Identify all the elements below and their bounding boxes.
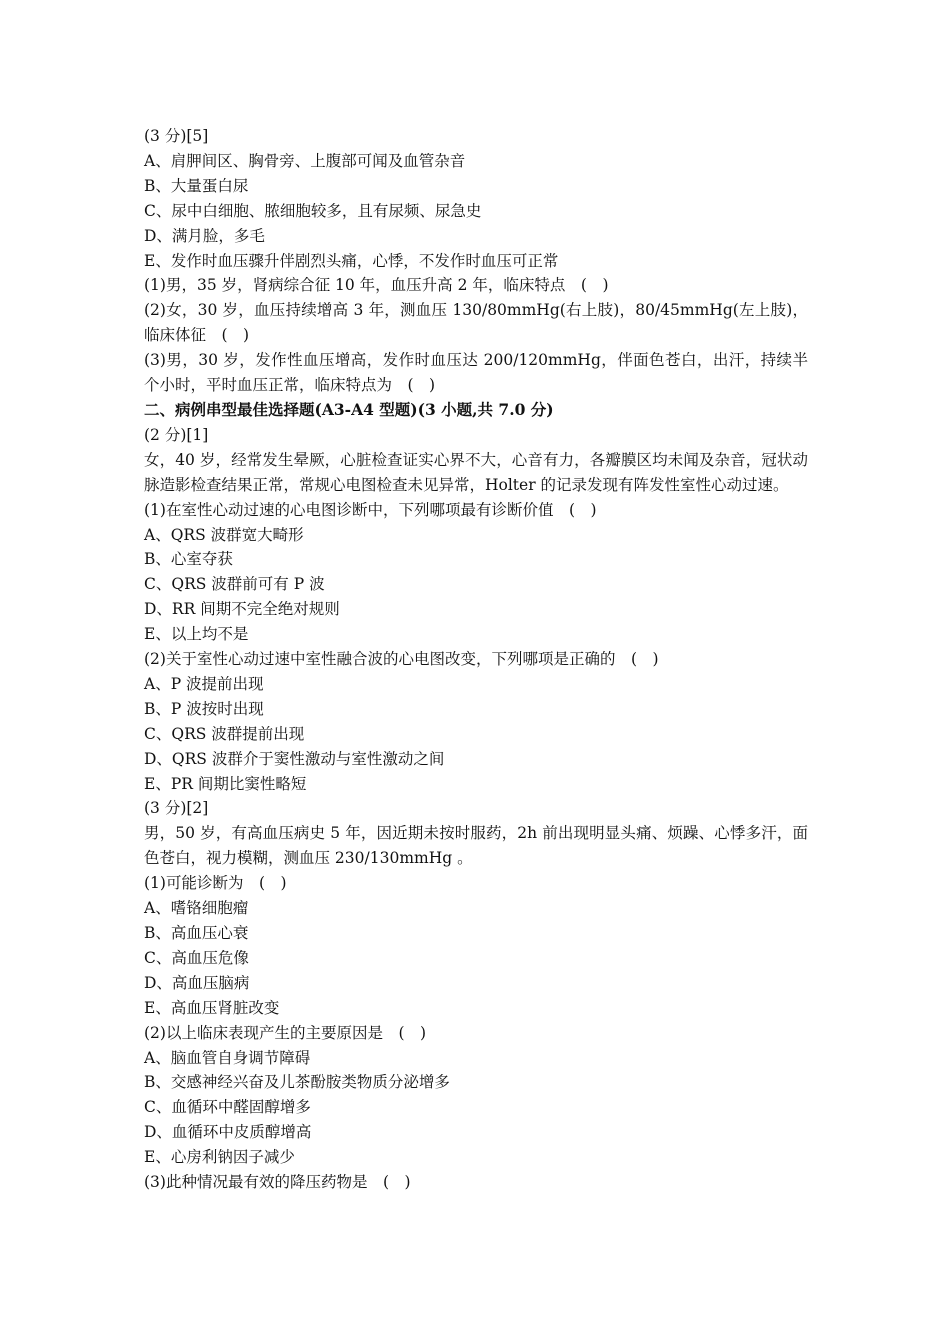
case-paragraph: 女，40 岁，经常发生晕厥，心脏检查证实心界不大，心音有力，各瓣膜区均未闻及杂音，冠状动脉造影检查结果正常，常规心电图检查未见异常，Holter 的记录发现有阵发性室性心动过速。	[144, 450, 808, 494]
option-line: D、满月脸，多毛	[144, 226, 265, 245]
case-paragraph: 男，50 岁，有高血压病史 5 年，因近期未按时服药，2h 前出现明显头痛、烦躁、心悸多汗，面色苍白，视力模糊，测血压 230/130mmHg 。	[144, 824, 808, 868]
option-line: B、大量蛋白尿	[144, 176, 249, 195]
option-line: A、脑血管自身调节障碍	[144, 1048, 311, 1067]
option-line: E、高血压肾脏改变	[144, 998, 280, 1017]
question-line: (1)男，35 岁，肾病综合征 10 年，血压升高 2 年，临床特点 ( )	[144, 276, 609, 295]
score-label: (3 分)[2]	[144, 799, 209, 818]
question-line: (1)在室性心动过速的心电图诊断中，下列哪项最有诊断价值 ( )	[144, 500, 597, 519]
option-line: D、RR 间期不完全绝对规则	[144, 600, 340, 619]
question-paragraph: (3)男，30 岁，发作性血压增高，发作时血压达 200/120mmHg，伴面色苍白，出汗，持续半个小时，平时血压正常，临床特点为 ( )	[144, 351, 808, 395]
option-line: C、高血压危像	[144, 948, 249, 967]
option-line: A、QRS 波群宽大畸形	[144, 525, 304, 544]
question-line: (2)以上临床表现产生的主要原因是 ( )	[144, 1023, 427, 1042]
option-line: D、血循环中皮质醇增高	[144, 1123, 312, 1142]
option-line: E、心房利钠因子减少	[144, 1148, 295, 1167]
option-line: A、嗜铬细胞瘤	[144, 899, 249, 918]
option-line: A、P 波提前出现	[144, 674, 264, 693]
option-line: B、心室夺获	[144, 550, 233, 569]
option-line: B、高血压心衰	[144, 924, 249, 942]
question-line: (2)关于室性心动过速中室性融合波的心电图改变，下列哪项是正确的 ( )	[144, 650, 659, 669]
question-line: (3)此种情况最有效的降压药物是 ( )	[144, 1173, 411, 1192]
section-heading: 二、病例串型最佳选择题(A3-A4 型题)(3 小题,共 7.0 分)	[144, 399, 554, 419]
option-line: E、发作时血压骤升伴剧烈头痛，心悸，不发作时血压可正常	[144, 251, 559, 270]
score-label: (2 分)[1]	[144, 425, 209, 444]
option-line: B、P 波按时出现	[144, 699, 264, 718]
option-line: A、肩胛间区、胸骨旁、上腹部可闻及血管杂音	[144, 151, 466, 170]
question-line: (1)可能诊断为 ( )	[144, 874, 287, 893]
option-line: C、QRS 波群前可有 P 波	[144, 575, 325, 594]
option-line: D、高血压脑病	[144, 973, 250, 992]
option-line: E、PR 间期比窦性略短	[144, 774, 307, 793]
question-paragraph: (2)女，30 岁，血压持续增高 3 年，测血压 130/80mmHg(右上肢)，80/45mmHg(左上肢)，临床体征 ( )	[144, 301, 808, 345]
option-line: C、QRS 波群提前出现	[144, 724, 305, 743]
option-line: C、血循环中醛固醇增多	[144, 1098, 311, 1117]
score-label: (3 分)[5]	[144, 127, 209, 145]
option-line: D、QRS 波群介于窦性激动与室性激动之间	[144, 749, 445, 768]
option-line: B、交感神经兴奋及儿茶酚胺类物质分泌增多	[144, 1073, 450, 1092]
document-body	[144, 124, 808, 1195]
option-line: C、尿中白细胞、脓细胞较多，且有尿频、尿急史	[144, 201, 482, 220]
option-line: E、以上均不是	[144, 625, 249, 644]
